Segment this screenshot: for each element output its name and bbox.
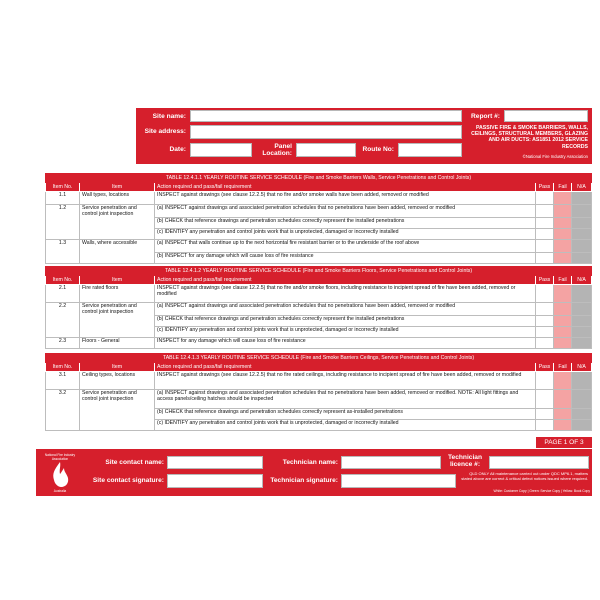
panel-location-label: Panel Location: (262, 143, 292, 157)
col-na: N/A (572, 183, 592, 192)
action-text: (a) INSPECT that walls continue up to the next horizontal fire resistant barrier or to the underside of the roof above (155, 240, 536, 253)
table-row (46, 303, 592, 316)
report-number-field[interactable] (504, 110, 588, 122)
col-action: Action required and pass/fail requirement (155, 183, 536, 192)
col-na: N/A (572, 363, 592, 372)
na-cell[interactable] (572, 372, 592, 390)
fail-cell[interactable] (554, 240, 572, 253)
fail-cell[interactable] (554, 327, 572, 338)
report-title: PASSIVE FIRE & SMOKE BARRIERS, WALLS, CEILINGS, STRUCTURAL MEMBERS, GLAZING AND AIR DUCTS: AS1851 2012 SERVICE RECORDS (471, 125, 588, 150)
col-item: Item (80, 363, 155, 372)
pass-cell[interactable] (536, 205, 554, 218)
na-cell[interactable] (572, 285, 592, 303)
item-number: 2.1 (46, 285, 80, 303)
action-text: INSPECT against drawings (see clause 12.2.5) that no fire and/or smoke walls have been added, removed or modified (155, 192, 536, 205)
col-item-no: Item No. (46, 183, 80, 192)
col-action: Action required and pass/fail requirement (155, 276, 536, 285)
table-row (46, 390, 592, 409)
logo-text: National Fire Industry Association (44, 453, 76, 461)
date-label: Date: (169, 146, 186, 153)
action-text: (b) CHECK that reference drawings and penetration schedules correctly represent the installed penetrations (155, 218, 536, 229)
na-cell[interactable] (572, 205, 592, 218)
table-row (46, 372, 592, 390)
table-row (46, 205, 592, 218)
nfia-logo (40, 452, 80, 494)
pass-cell[interactable] (536, 338, 554, 349)
action-text: (a) INSPECT against drawings and associated penetration schedules that no penetrations have been added, removed or modified (155, 303, 536, 316)
col-pass: Pass (536, 363, 554, 372)
table-row (46, 240, 592, 253)
pass-cell[interactable] (536, 192, 554, 205)
pass-cell[interactable] (536, 409, 554, 420)
action-text: INSPECT against drawings (see clause 12.2.5) that no fire and/or smoke floors, including resistance to incipient spread of fire have been added, removed or modified (155, 285, 536, 303)
action-text: (b) CHECK that reference drawings and penetration schedules correctly represent the installed penetrations (155, 316, 536, 327)
technician-licence-label: Technician licence #: (448, 454, 482, 468)
site-contact-signature-field[interactable] (167, 474, 263, 488)
na-cell[interactable] (572, 420, 592, 431)
na-cell[interactable] (572, 327, 592, 338)
pass-cell[interactable] (536, 316, 554, 327)
col-na: N/A (572, 276, 592, 285)
action-text: (c) IDENTIFY any penetration and control joints work that is unprotected, damaged or incorrectly installed (155, 327, 536, 338)
technician-licence-field[interactable] (489, 456, 589, 469)
pass-cell[interactable] (536, 240, 554, 253)
table-title: TABLE 12.4.1.1 YEARLY ROUTINE SERVICE SCHEDULE (Fire and Smoke Barriers Walls, Service Penetrations and Control Joints) (46, 174, 592, 183)
na-cell[interactable] (572, 253, 592, 264)
fail-cell[interactable] (554, 338, 572, 349)
association-credit: ©National Fire Industry Association (522, 154, 588, 159)
schedule-table-ceilings (45, 353, 592, 431)
table-row (46, 338, 592, 349)
col-fail: Fail (554, 183, 572, 192)
fail-cell[interactable] (554, 192, 572, 205)
action-text: (b) INSPECT for any damage which will cause loss of fire resistance (155, 253, 536, 264)
na-cell[interactable] (572, 218, 592, 229)
fail-cell[interactable] (554, 303, 572, 316)
item-number: 3.1 (46, 372, 80, 390)
action-text: (c) IDENTIFY any penetration and control joints work that is unprotected, damaged or incorrectly installed (155, 420, 536, 431)
fail-cell[interactable] (554, 205, 572, 218)
site-name-label: Site name: (152, 113, 186, 120)
col-item: Item (80, 276, 155, 285)
table-title: TABLE 12.4.1.2 YEARLY ROUTINE SERVICE SCHEDULE (Fire and Smoke Barriers Floors, Service Penetrations and Control Joints) (46, 267, 592, 276)
na-cell[interactable] (572, 229, 592, 240)
pass-cell[interactable] (536, 420, 554, 431)
col-item-no: Item No. (46, 276, 80, 285)
item-name: Floors - General (80, 338, 155, 349)
fail-cell[interactable] (554, 372, 572, 390)
schedule-table-walls (45, 173, 592, 264)
item-number: 3.2 (46, 390, 80, 431)
pass-cell[interactable] (536, 303, 554, 316)
action-text: INSPECT for any damage which will cause loss of fire resistance (155, 338, 536, 349)
item-number: 2.3 (46, 338, 80, 349)
technician-signature-label: Technician signature: (270, 477, 338, 484)
table-row (46, 285, 592, 303)
panel-location-field[interactable] (296, 143, 356, 157)
fail-cell[interactable] (554, 390, 572, 409)
na-cell[interactable] (572, 240, 592, 253)
pass-cell[interactable] (536, 372, 554, 390)
pass-cell[interactable] (536, 253, 554, 264)
na-cell[interactable] (572, 303, 592, 316)
na-cell[interactable] (572, 409, 592, 420)
na-cell[interactable] (572, 338, 592, 349)
action-text: INSPECT against drawings (see clause 12.2.5) that no fire rated ceilings, including resistance to incipient spread of fire have been added, removed or modified (155, 372, 536, 390)
item-name: Service penetration and control joint inspection (80, 390, 155, 431)
technician-signature-field[interactable] (341, 474, 456, 488)
col-item: Item (80, 183, 155, 192)
action-text: (b) CHECK that reference drawings and penetration schedules correctly represent as-installed penetrations (155, 409, 536, 420)
item-name: Wall types, locations (80, 192, 155, 205)
action-text: (a) INSPECT against drawings and associated penetration schedules that no penetrations have been added, removed or modified (155, 205, 536, 218)
fail-cell[interactable] (554, 229, 572, 240)
item-number: 1.2 (46, 205, 80, 240)
item-number: 1.3 (46, 240, 80, 264)
pass-cell[interactable] (536, 285, 554, 303)
technician-name-field[interactable] (341, 456, 441, 469)
item-name: Service penetration and control joint inspection (80, 205, 155, 240)
route-no-label: Route No: (362, 146, 394, 153)
site-name-field[interactable] (190, 110, 462, 122)
item-name: Ceiling types, locations (80, 372, 155, 390)
col-pass: Pass (536, 183, 554, 192)
fail-cell[interactable] (554, 253, 572, 264)
pass-cell[interactable] (536, 390, 554, 409)
pass-cell[interactable] (536, 229, 554, 240)
fail-cell[interactable] (554, 409, 572, 420)
report-number-label: Report #: (471, 113, 500, 120)
table-row (46, 192, 592, 205)
col-fail: Fail (554, 363, 572, 372)
col-item-no: Item No. (46, 363, 80, 372)
fail-cell[interactable] (554, 420, 572, 431)
pass-cell[interactable] (536, 327, 554, 338)
fail-cell[interactable] (554, 316, 572, 327)
logo-country: Australia (53, 489, 67, 493)
technician-name-label: Technician name: (282, 459, 338, 466)
site-contact-signature-label: Site contact signature: (92, 477, 164, 484)
na-cell[interactable] (572, 316, 592, 327)
qld-compliance-note: QLD ONLY All maintenance carried out under QDC MP6.1, matters stated above are correct & critical defect notices issued where required. (461, 471, 588, 481)
action-text: (a) INSPECT against drawings and associated penetration schedules that no penetrations have been added, removed or modified. NOTE: All light fittings and access panels/ceiling hatches should be inspected (155, 390, 536, 409)
site-address-label: Site address: (144, 128, 186, 135)
pass-cell[interactable] (536, 218, 554, 229)
item-name: Walls, where accessible (80, 240, 155, 264)
page-indicator: PAGE 1 OF 3 (536, 437, 592, 448)
site-contact-name-field[interactable] (167, 456, 263, 469)
na-cell[interactable] (572, 192, 592, 205)
schedule-table-floors (45, 266, 592, 349)
copy-distribution-note: White: Customer Copy | Green: Service Copy | Yellow: Book Copy (493, 489, 590, 493)
site-address-field[interactable] (190, 125, 462, 139)
item-number: 2.2 (46, 303, 80, 338)
site-contact-name-label: Site contact name: (105, 459, 164, 466)
table-title: TABLE 12.4.1.3 YEARLY ROUTINE SERVICE SCHEDULE (Fire and Smoke Barriers Ceilings, Service Penetrations and Control Joints) (46, 354, 592, 363)
date-field[interactable] (190, 143, 252, 157)
col-fail: Fail (554, 276, 572, 285)
route-no-field[interactable] (398, 143, 462, 157)
col-action: Action required and pass/fail requirement (155, 363, 536, 372)
fail-cell[interactable] (554, 285, 572, 303)
item-name: Service penetration and control joint inspection (80, 303, 155, 338)
fail-cell[interactable] (554, 218, 572, 229)
item-number: 1.1 (46, 192, 80, 205)
item-name: Fire rated floors (80, 285, 155, 303)
action-text: (c) IDENTIFY any penetration and control joints work that is unprotected, damaged or incorrectly installed (155, 229, 536, 240)
col-pass: Pass (536, 276, 554, 285)
na-cell[interactable] (572, 390, 592, 409)
